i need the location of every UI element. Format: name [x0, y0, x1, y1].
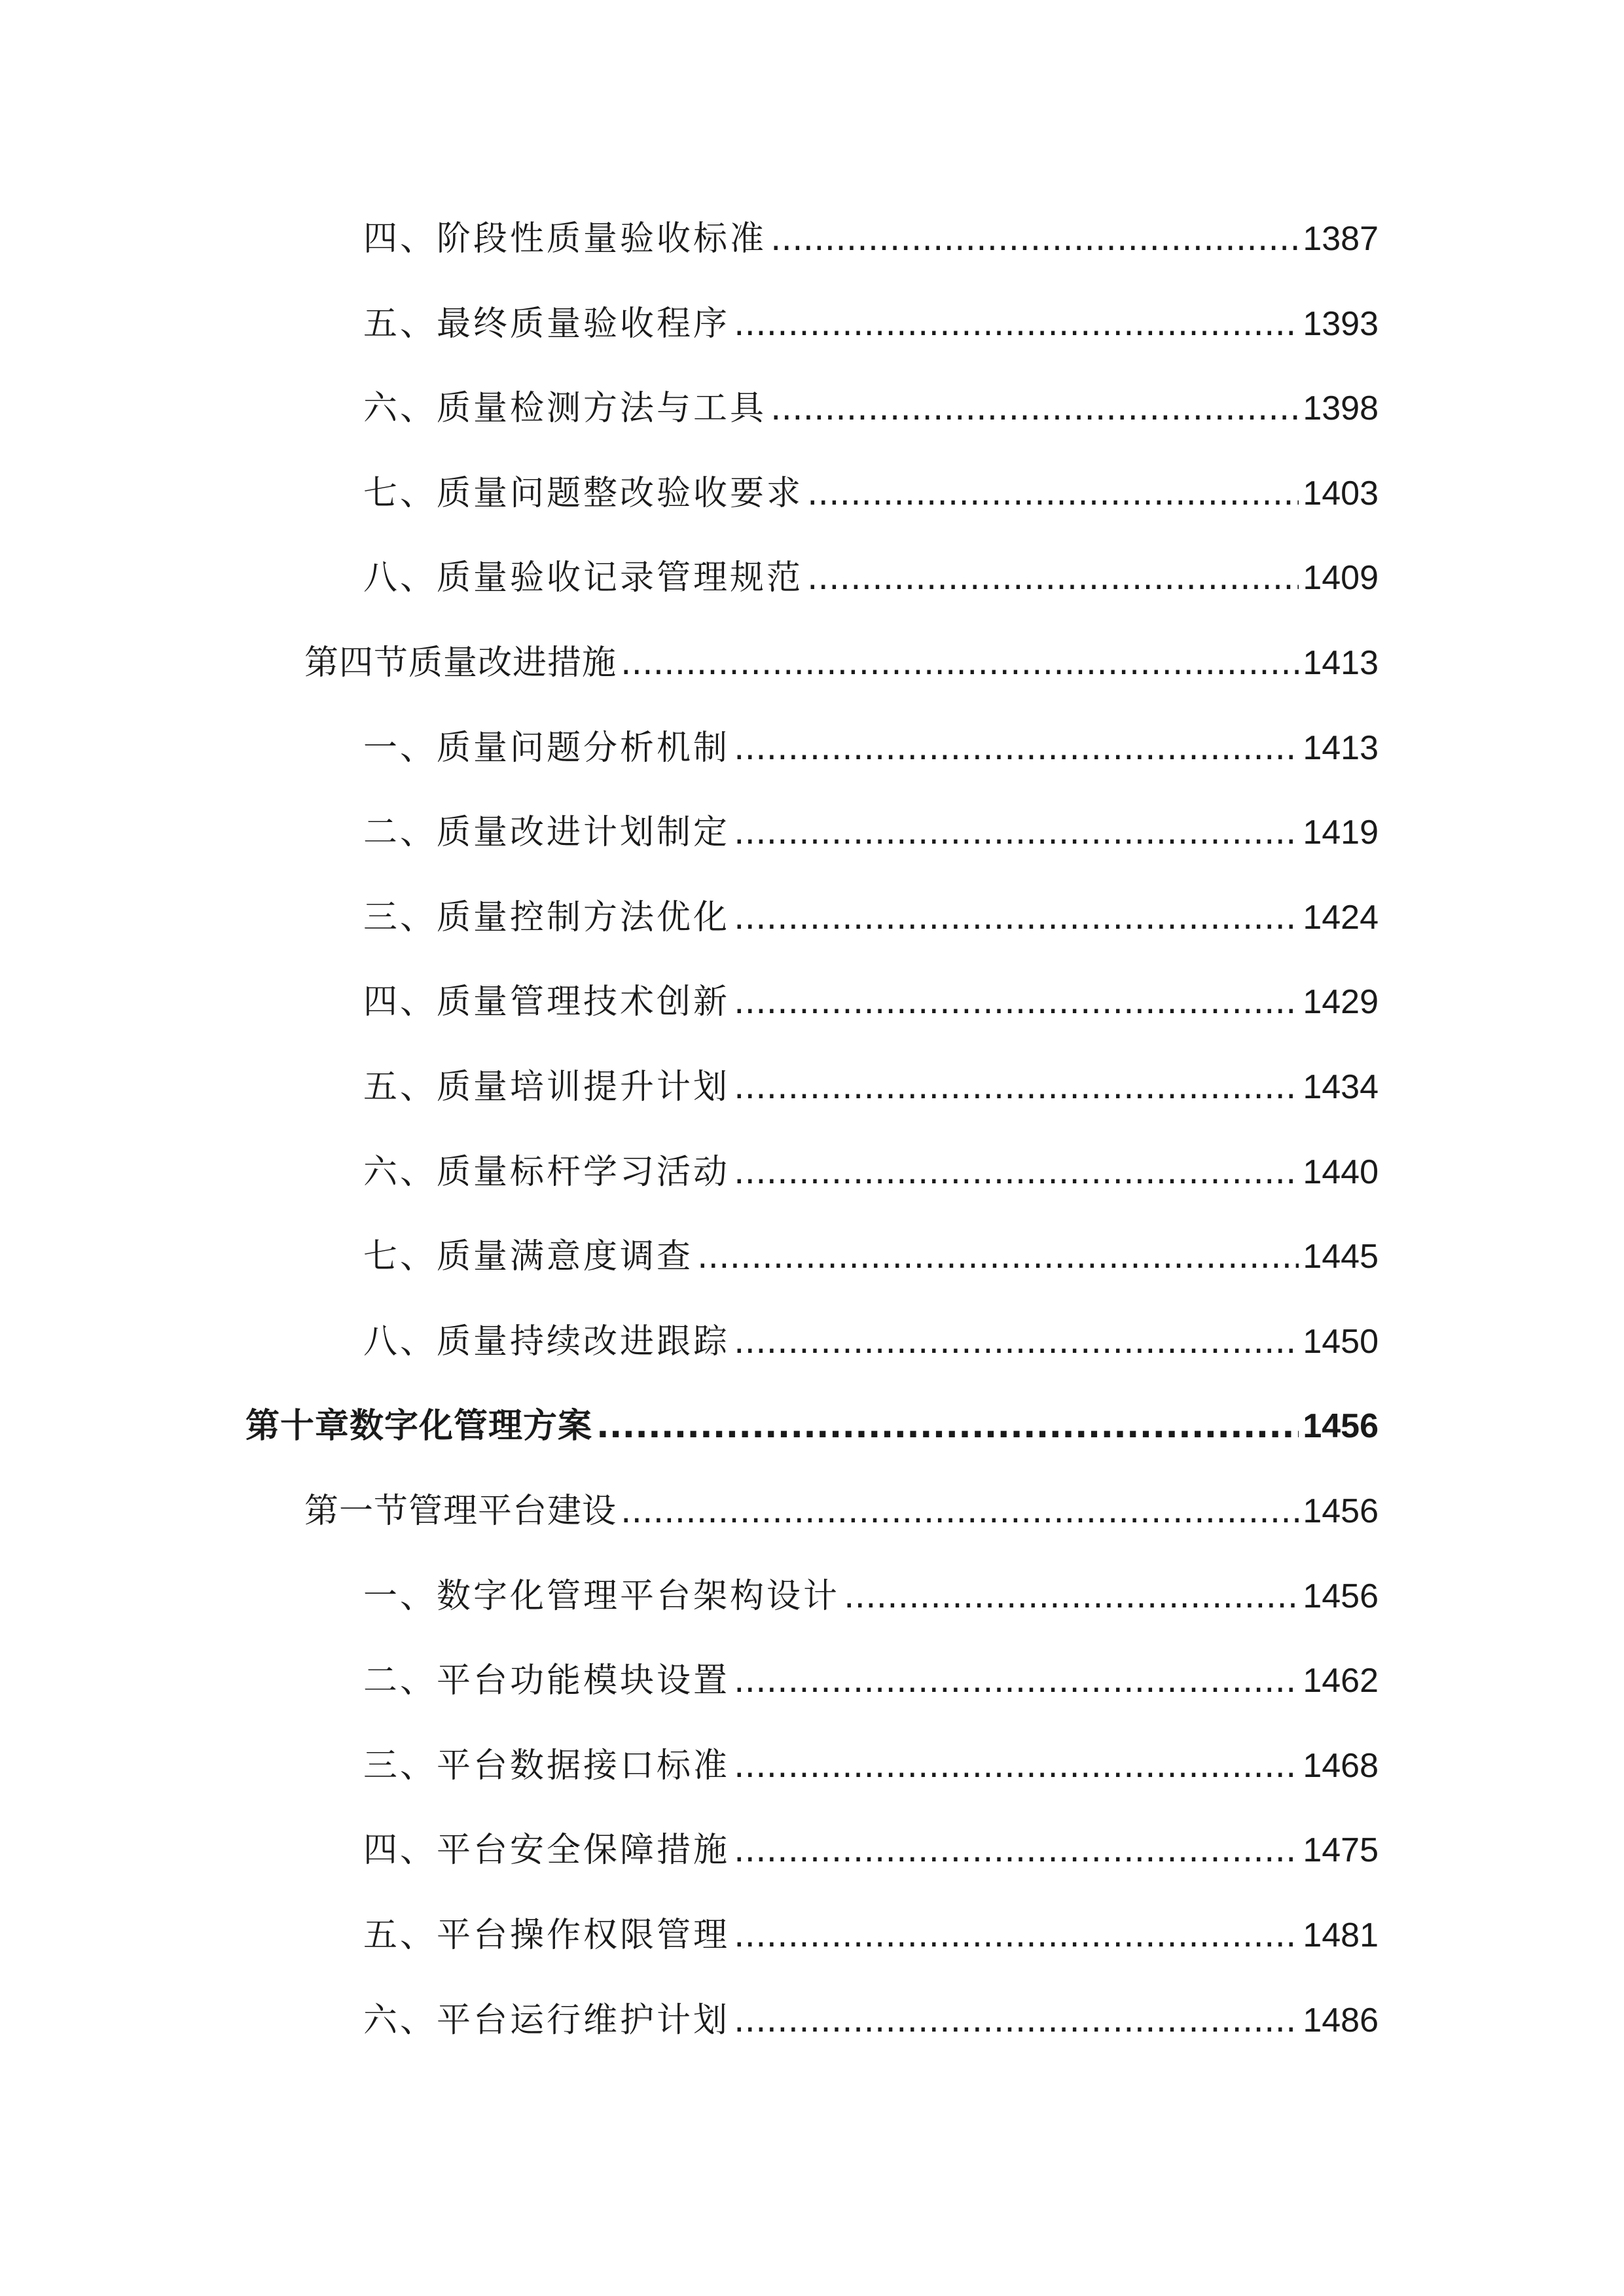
toc-entry-page-number: 1440: [1303, 1153, 1379, 1191]
toc-entry[interactable]: [363, 382, 1379, 435]
toc-entry-label: 三、平台数据接口标准: [363, 1746, 731, 1785]
toc-entry-label: 二、平台功能模块设置: [363, 1661, 731, 1700]
toc-dot-leader: [621, 637, 1299, 689]
toc-entry-label: 六、平台运行维护计划: [363, 2001, 731, 2040]
toc-dot-leader: [734, 1824, 1299, 1876]
toc-entry[interactable]: [363, 298, 1379, 350]
toc-entry-page-number: 1419: [1303, 814, 1379, 852]
toc-entry[interactable]: [363, 1230, 1379, 1283]
toc-dot-leader: [734, 891, 1299, 944]
toc-dot-leader: [734, 976, 1299, 1028]
toc-dot-leader: [734, 1146, 1299, 1198]
toc-dot-leader: [807, 467, 1299, 520]
toc-entry[interactable]: [363, 1824, 1379, 1876]
toc-dot-leader: [844, 1570, 1299, 1623]
toc-dot-leader: [734, 806, 1299, 859]
toc-entry-page-number: 1387: [1303, 220, 1379, 258]
toc-entry[interactable]: [363, 552, 1379, 604]
toc-entry-label: 四、质量管理技术创新: [363, 982, 731, 1022]
toc-entry[interactable]: [363, 806, 1379, 859]
toc-entry-page-number: 1398: [1303, 389, 1379, 427]
toc-dot-leader: [621, 1485, 1299, 1537]
toc-entry-label: 五、最终质量验收程序: [363, 304, 731, 344]
toc-entry[interactable]: [363, 1061, 1379, 1113]
toc-entry[interactable]: [363, 1909, 1379, 1962]
toc-entry-label: 第四节质量改进措施: [304, 643, 617, 683]
toc-dot-leader: [596, 1400, 1299, 1452]
toc-dot-leader: [734, 722, 1299, 774]
toc-entry-page-number: 1413: [1303, 729, 1379, 767]
toc-entry-page-number: 1409: [1303, 559, 1379, 597]
toc-entry[interactable]: [363, 1740, 1379, 1792]
toc-entry-label: 六、质量检测方法与工具: [363, 389, 767, 428]
toc-entry-page-number: 1403: [1303, 475, 1379, 512]
toc-entry-label: 五、质量培训提升计划: [363, 1067, 731, 1107]
toc-entry-page-number: 1475: [1303, 1831, 1379, 1869]
toc-dot-leader: [734, 1316, 1299, 1368]
toc-dot-leader: [770, 382, 1299, 435]
toc-entry-page-number: 1429: [1303, 983, 1379, 1021]
toc-entry[interactable]: [304, 637, 1379, 689]
toc-entry-page-number: 1456: [1303, 1492, 1379, 1530]
toc-entry-label: 七、质量问题整改验收要求: [363, 474, 804, 513]
toc-entry-page-number: 1486: [1303, 2001, 1379, 2039]
toc-entry-label: 第十章数字化管理方案: [245, 1407, 593, 1446]
toc-entry[interactable]: [363, 976, 1379, 1028]
toc-dot-leader: [734, 1740, 1299, 1792]
toc-entry-label: 第一节管理平台建设: [304, 1492, 617, 1531]
toc-entry[interactable]: [304, 1485, 1379, 1537]
toc-entry-page-number: 1434: [1303, 1068, 1379, 1106]
toc-entry-label: 八、质量持续改进跟踪: [363, 1322, 731, 1361]
toc-entry[interactable]: [363, 213, 1379, 265]
toc-entry-label: 七、质量满意度调查: [363, 1237, 694, 1276]
toc-entry-label: 四、平台安全保障措施: [363, 1831, 731, 1870]
toc-entry-page-number: 1481: [1303, 1916, 1379, 1954]
toc-dot-leader: [734, 1994, 1299, 2047]
toc-entry-label: 八、质量验收记录管理规范: [363, 558, 804, 598]
toc-entry[interactable]: [363, 1655, 1379, 1707]
toc-entry-label: 一、数字化管理平台架构设计: [363, 1577, 840, 1616]
toc-entry-page-number: 1445: [1303, 1238, 1379, 1276]
toc-dot-leader: [734, 1909, 1299, 1962]
toc-entry-page-number: 1393: [1303, 305, 1379, 343]
toc-entry-label: 六、质量标杆学习活动: [363, 1153, 731, 1192]
toc-entry-label: 一、质量问题分析机制: [363, 728, 731, 768]
toc-dot-leader: [697, 1230, 1299, 1283]
toc-entry-label: 五、平台操作权限管理: [363, 1916, 731, 1955]
toc-entry[interactable]: [363, 1316, 1379, 1368]
toc-entry[interactable]: [363, 467, 1379, 520]
toc-entry-page-number: 1413: [1303, 644, 1379, 682]
toc-entry-label: 三、质量控制方法优化: [363, 898, 731, 937]
toc-entry[interactable]: [363, 722, 1379, 774]
toc-entry-page-number: 1462: [1303, 1662, 1379, 1700]
toc-entry[interactable]: [363, 1570, 1379, 1623]
toc-dot-leader: [807, 552, 1299, 604]
toc-entry[interactable]: [363, 891, 1379, 944]
toc-dot-leader: [734, 1061, 1299, 1113]
toc-dot-leader: [770, 213, 1299, 265]
toc-dot-leader: [734, 1655, 1299, 1707]
toc-entry-label: 二、质量改进计划制定: [363, 813, 731, 852]
toc-entry[interactable]: [363, 1146, 1379, 1198]
toc-entry-page-number: 1468: [1303, 1747, 1379, 1785]
toc-entry-page-number: 1450: [1303, 1323, 1379, 1361]
toc-dot-leader: [734, 298, 1299, 350]
toc-entry[interactable]: [363, 1994, 1379, 2047]
toc-entry-label: 四、阶段性质量验收标准: [363, 219, 767, 259]
toc-entry[interactable]: [245, 1400, 1379, 1452]
toc-entry-page-number: 1456: [1303, 1407, 1379, 1445]
toc-entry-page-number: 1424: [1303, 899, 1379, 937]
toc-entry-page-number: 1456: [1303, 1577, 1379, 1615]
